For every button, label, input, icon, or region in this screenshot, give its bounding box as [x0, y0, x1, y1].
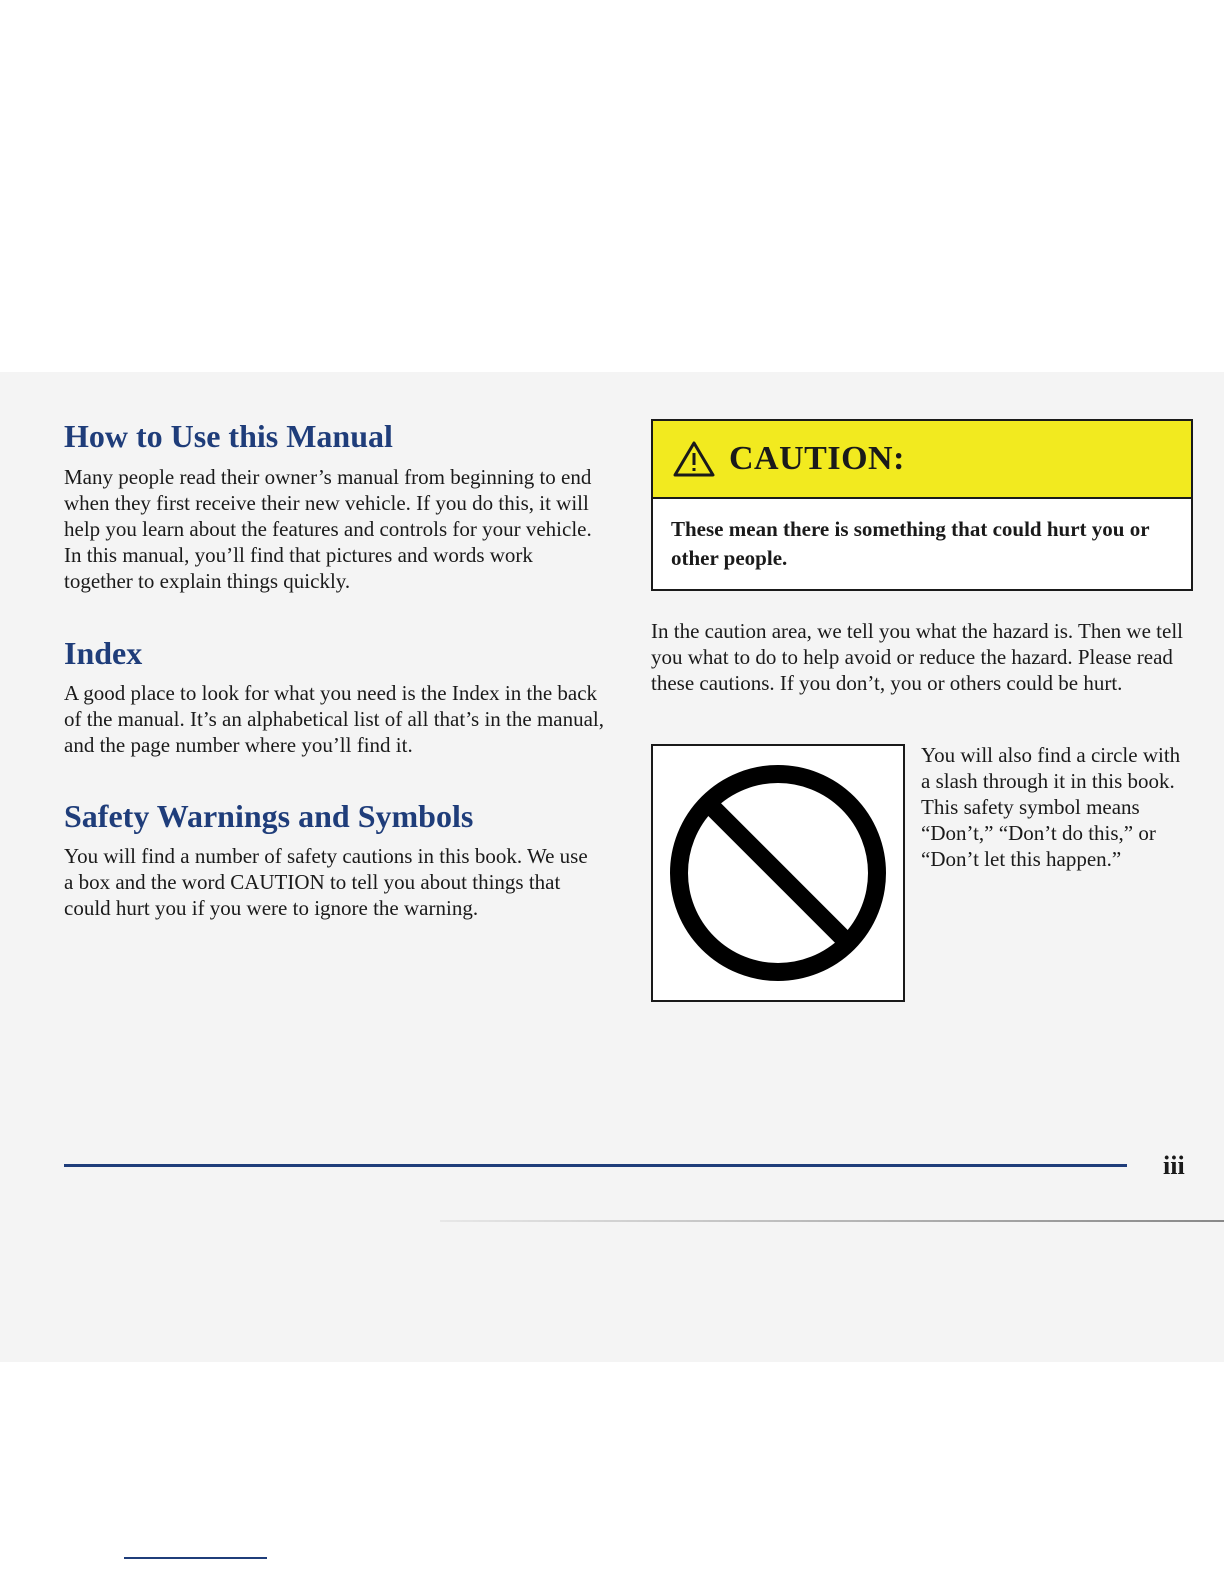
scan-artifact-line [440, 1220, 1224, 1222]
heading-how-to-use: How to Use this Manual [64, 418, 393, 454]
symbol-frame [651, 744, 905, 1002]
heading-safety: Safety Warnings and Symbols [64, 798, 474, 834]
safety-text: You will find a number of safety cautions in this book. We use a box and the word CAUTION to tell you about things that could hurt you if you were to ignore the warning. [64, 844, 588, 920]
heading-index: Index [64, 635, 143, 671]
caution-explanation-text: In the caution area, we tell you what the hazard is. Then we tell you what to do to help avoid or reduce the hazard. Please read these cautions. If you don’t, you or others could be hurt. [651, 619, 1183, 695]
index-text: A good place to look for what you need is the Index in the back of the manual. It’s an alphabetical list of all that’s in the manual, and the page number where you’ll find it. [64, 681, 605, 757]
caution-body-text: These mean there is something that could hurt you or other people. [671, 517, 1150, 570]
warning-triangle-icon [673, 440, 715, 478]
how-to-use-text: Many people read their owner’s manual from beginning to end when they first receive their new vehicle. If you do this, it will help you learn about the features and controls for your vehicle. In this manual, you’ll find that pictures and words work together to explain things quickly. [64, 465, 592, 593]
page-number: iii [1163, 1151, 1185, 1180]
footer-rule [64, 1164, 1127, 1167]
symbol-description-text: You will also find a circle with a slash through it in this book. This safety symbol means “Don’t,” “Don’t do this,” or “Don’t let this happen.” [921, 743, 1181, 871]
circle-slash-icon [667, 762, 889, 984]
caution-title: CAUTION: [729, 440, 905, 477]
bottom-rule [124, 1557, 267, 1559]
caution-header [653, 421, 1191, 499]
caution-box [651, 419, 1193, 591]
